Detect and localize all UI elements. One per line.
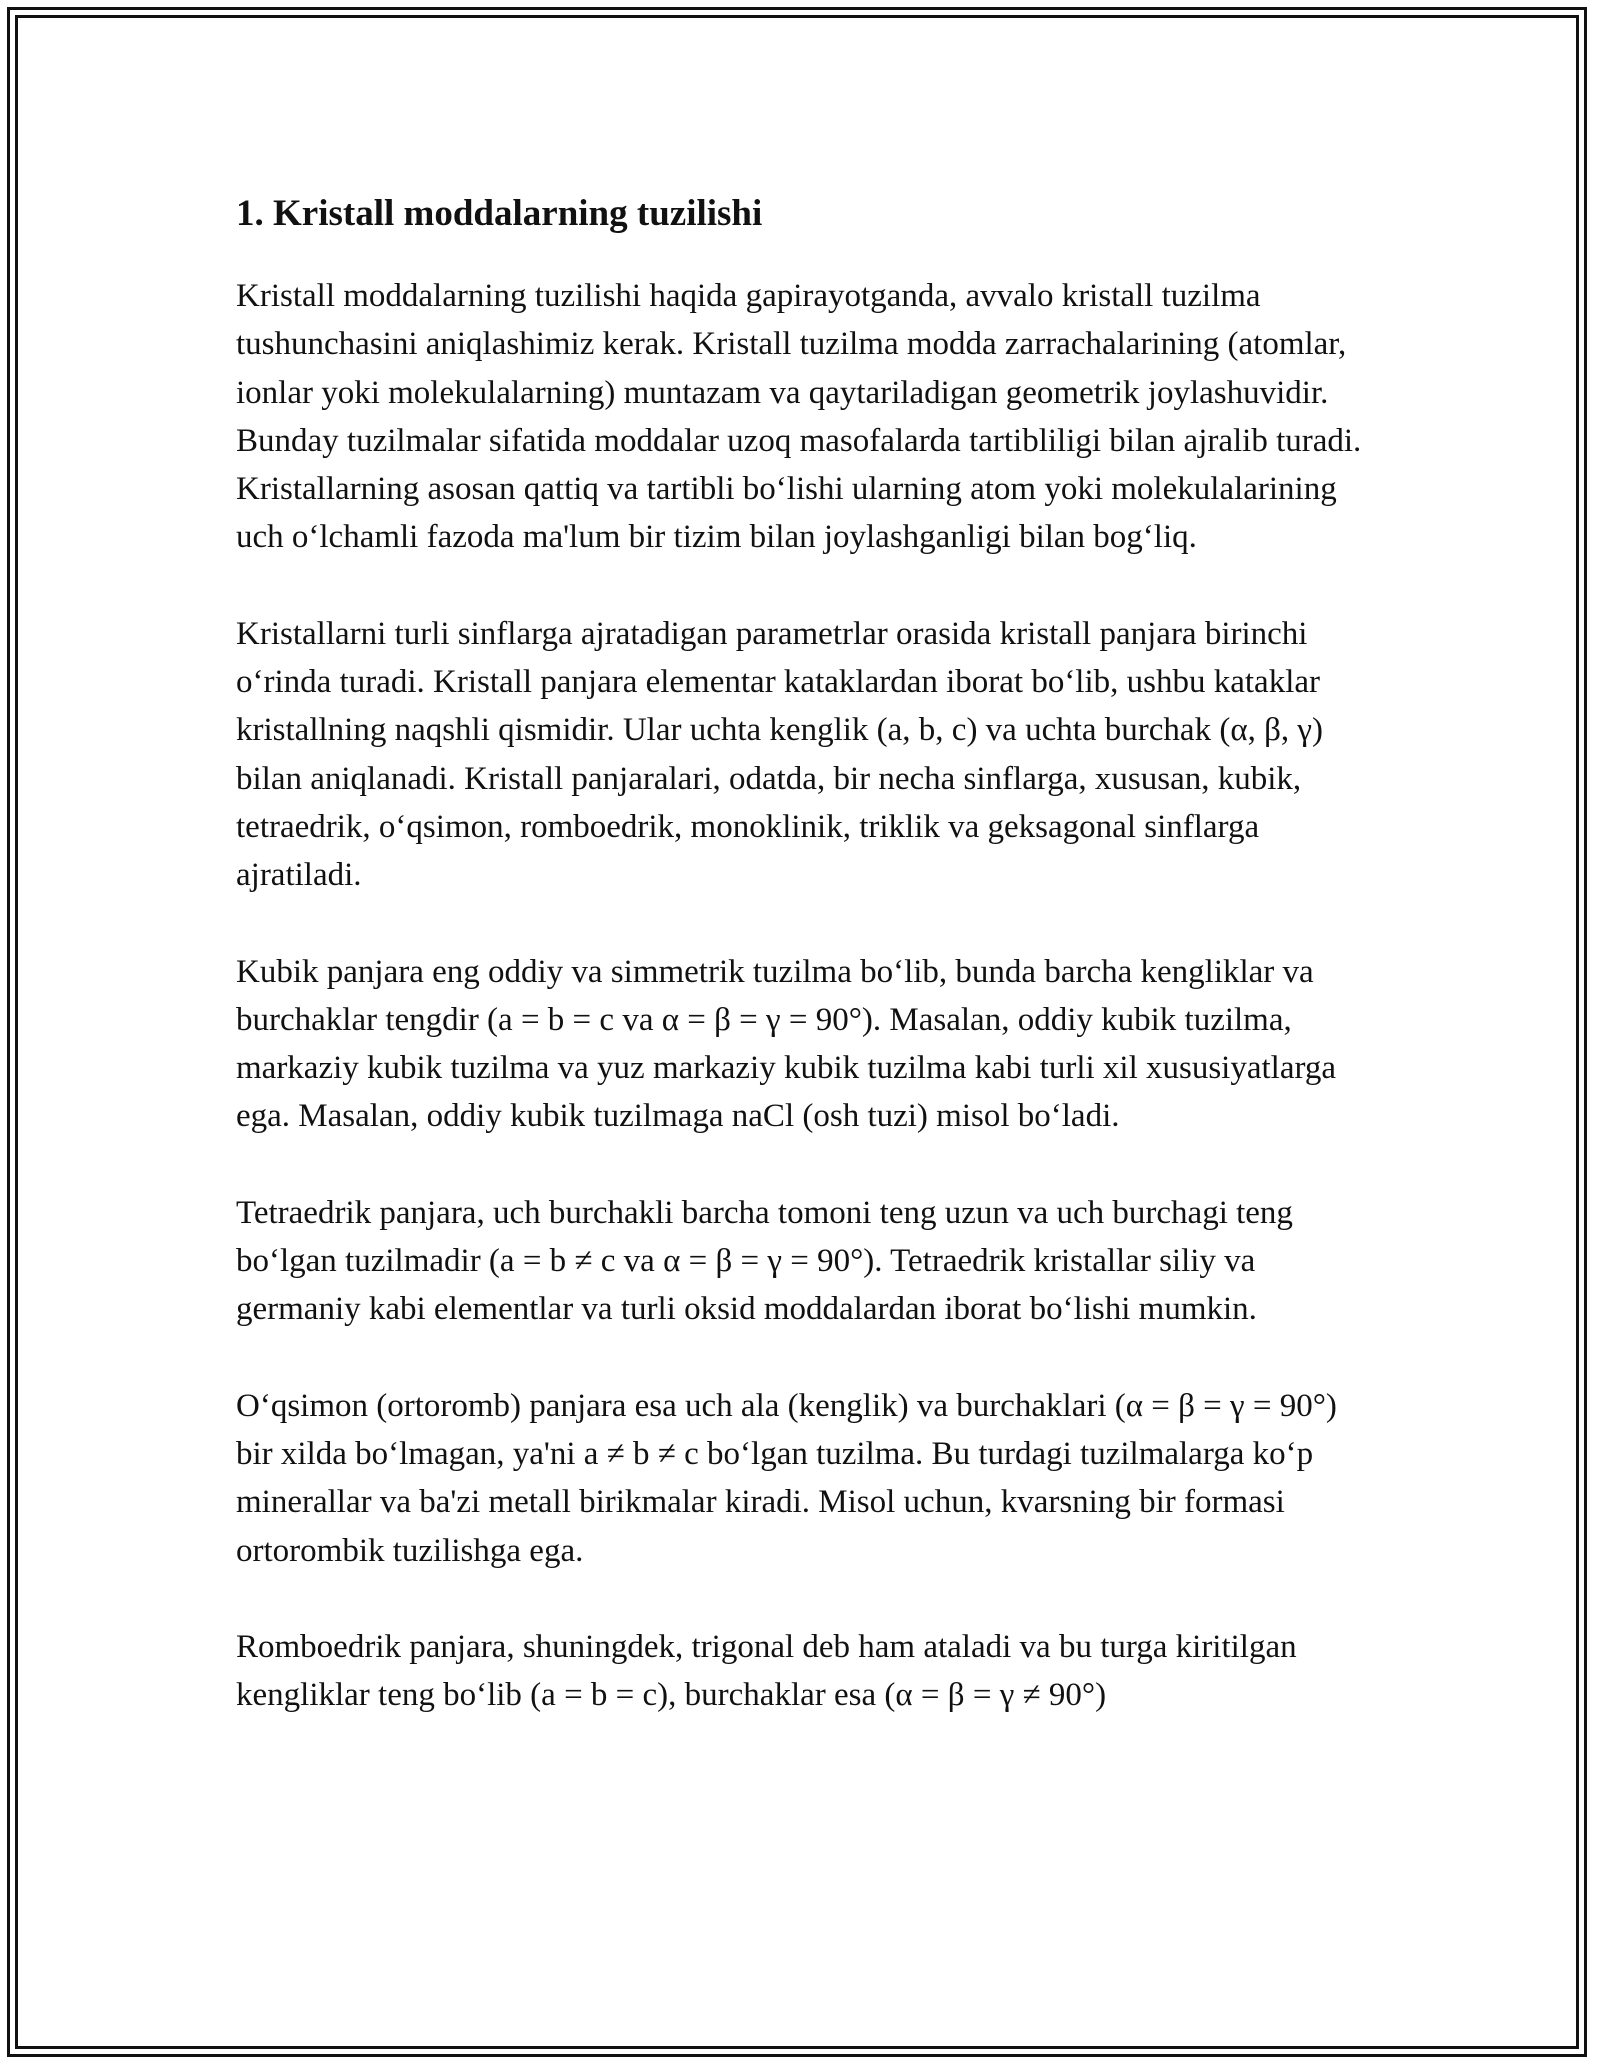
document-body bbox=[236, 186, 1376, 1767]
paragraph-rhombohedral-lattice: Romboedrik panjara, shuningdek, trigonal deb ham ataladi va bu turga kiritilgan kengliklar teng boʻlib (a = b = c), burchaklar esa (α = β = γ ≠ 90°) bbox=[236, 1628, 1297, 1714]
paragraph-crystal-structure: Kristall moddalarning tuzilishi haqida gapirayotganda, avvalo kristall tuzilma tushunchasini aniqlashimiz kerak. Kristall tuzilma modda zarrachalarining (atomlar, ionlar yoki molekulalarning) muntazam va qaytariladigan geometrik joylashuvidir. Bunday tuzilmalar sifatida moddalar uzoq masofalarda tartibliligi bilan ajralib turadi. Kristallarning asosan qattiq va tartibli boʻlishi ularning atom yoki molekulalarining uch oʻlchamli fazoda ma'lum bir tizim bilan joylashganligi bilan bogʻliq. bbox=[236, 278, 1362, 556]
paragraph-cubic-lattice: Kubik panjara eng oddiy va simmetrik tuzilma boʻlib, bunda barcha kengliklar va burchaklar tengdir (a = b = c va α = β = γ = 90°). Masalan, oddiy kubik tuzilma, markaziy kubik tuzilma va yuz markaziy kubik tuzilma kabi turli xil xususiyatlarga ega. Masalan, oddiy kubik tuzilmaga naCl (osh tuzi) misol boʻladi. bbox=[236, 953, 1337, 1135]
section-heading: 1. Kristall moddalarning tuzilishi bbox=[236, 193, 763, 234]
paragraph-tetragonal-lattice: Tetraedrik panjara, uch burchakli barcha tomoni teng uzun va uch burchagi teng boʻlgan tuzilmadir (a = b ≠ c va α = β = γ = 90°). Tetraedrik kristallar siliy va germaniy kabi elementlar va turli oksid moddalardan iborat boʻlishi mumkin. bbox=[236, 1194, 1293, 1328]
paragraph-crystal-lattice: Kristallarni turli sinflarga ajratadigan parametrlar orasida kristall panjara birinchi oʻrinda turadi. Kristall panjara elementar kataklardan iborat boʻlib, ushbu kataklar kristallning naqshli qismidir. Ular uchta kenglik (a, b, c) va uchta burchak (α, β, γ) bilan aniqlanadi. Kristall panjaralari, odatda, bir necha sinflarga, xususan, kubik, tetraedrik, oʻqsimon, romboedrik, monoklinik, triklik va geksagonal sinflarga ajratiladi. bbox=[236, 615, 1323, 894]
paragraph-orthorhombic-lattice: Oʻqsimon (ortoromb) panjara esa uch ala (kenglik) va burchaklari (α = β = γ = 90°) bir xilda boʻlmagan, ya'ni a ≠ b ≠ c boʻlgan tuzilma. Bu turdagi tuzilmalarga koʻp minerallar va ba'zi metall birikmalar kiradi. Misol uchun, kvarsning bir formasi ortorombik tuzilishga ega. bbox=[236, 1387, 1337, 1569]
